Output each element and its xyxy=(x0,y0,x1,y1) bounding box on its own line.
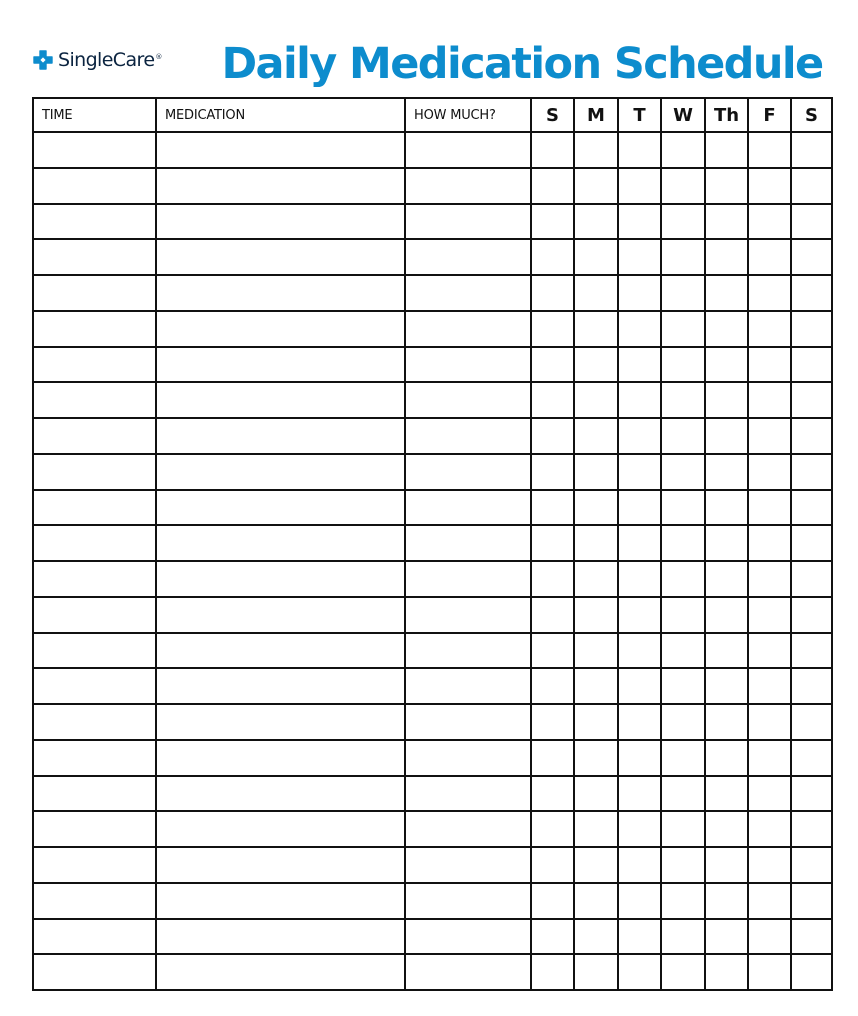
friday-cell[interactable] xyxy=(748,454,791,490)
wednesday-cell[interactable] xyxy=(661,740,705,776)
friday-cell[interactable] xyxy=(748,132,791,168)
how-much-cell[interactable] xyxy=(405,847,531,883)
medication-cell[interactable] xyxy=(156,347,405,383)
column-header-time: TIME xyxy=(33,98,156,132)
wednesday-cell[interactable] xyxy=(661,490,705,526)
saturday-cell[interactable] xyxy=(791,561,832,597)
tuesday-cell[interactable] xyxy=(618,597,661,633)
medication-cell[interactable] xyxy=(156,668,405,704)
table-row xyxy=(33,811,832,847)
wednesday-cell[interactable] xyxy=(661,847,705,883)
tuesday-cell[interactable] xyxy=(618,311,661,347)
wednesday-cell[interactable] xyxy=(661,418,705,454)
how-much-cell[interactable] xyxy=(405,239,531,275)
table-header-row xyxy=(33,98,832,132)
thursday-cell[interactable] xyxy=(705,811,748,847)
monday-cell[interactable] xyxy=(574,811,618,847)
time-cell[interactable] xyxy=(33,382,156,418)
how-much-cell[interactable] xyxy=(405,275,531,311)
thursday-cell[interactable] xyxy=(705,275,748,311)
wednesday-cell[interactable] xyxy=(661,561,705,597)
tuesday-cell[interactable] xyxy=(618,740,661,776)
medication-schedule-table xyxy=(32,97,833,991)
how-much-cell[interactable] xyxy=(405,883,531,919)
thursday-cell[interactable] xyxy=(705,954,748,990)
tuesday-cell[interactable] xyxy=(618,561,661,597)
friday-cell[interactable] xyxy=(748,847,791,883)
medication-cell[interactable] xyxy=(156,597,405,633)
medication-cell[interactable] xyxy=(156,919,405,955)
thursday-cell[interactable] xyxy=(705,668,748,704)
time-cell[interactable] xyxy=(33,633,156,669)
monday-cell[interactable] xyxy=(574,597,618,633)
tuesday-cell[interactable] xyxy=(618,776,661,812)
thursday-cell[interactable] xyxy=(705,847,748,883)
monday-cell[interactable] xyxy=(574,704,618,740)
wednesday-cell[interactable] xyxy=(661,239,705,275)
sunday-cell[interactable] xyxy=(531,275,574,311)
sunday-cell[interactable] xyxy=(531,847,574,883)
time-cell[interactable] xyxy=(33,597,156,633)
time-cell[interactable] xyxy=(33,347,156,383)
table-row xyxy=(33,919,832,955)
monday-cell[interactable] xyxy=(574,954,618,990)
friday-cell[interactable] xyxy=(748,776,791,812)
friday-cell[interactable] xyxy=(748,382,791,418)
thursday-cell[interactable] xyxy=(705,204,748,240)
thursday-cell[interactable] xyxy=(705,454,748,490)
sunday-cell[interactable] xyxy=(531,132,574,168)
table-row xyxy=(33,418,832,454)
sunday-cell[interactable] xyxy=(531,633,574,669)
saturday-cell[interactable] xyxy=(791,454,832,490)
sunday-cell[interactable] xyxy=(531,454,574,490)
medication-cell[interactable] xyxy=(156,704,405,740)
column-header-thursday: Th xyxy=(705,98,748,132)
time-cell[interactable] xyxy=(33,454,156,490)
tuesday-cell[interactable] xyxy=(618,525,661,561)
column-header-friday: F xyxy=(748,98,791,132)
time-cell[interactable] xyxy=(33,740,156,776)
sunday-cell[interactable] xyxy=(531,239,574,275)
tuesday-cell[interactable] xyxy=(618,633,661,669)
how-much-cell[interactable] xyxy=(405,168,531,204)
wednesday-cell[interactable] xyxy=(661,883,705,919)
tuesday-cell[interactable] xyxy=(618,275,661,311)
time-cell[interactable] xyxy=(33,168,156,204)
sunday-cell[interactable] xyxy=(531,382,574,418)
time-cell[interactable] xyxy=(33,919,156,955)
friday-cell[interactable] xyxy=(748,168,791,204)
medication-cell[interactable] xyxy=(156,561,405,597)
wednesday-cell[interactable] xyxy=(661,525,705,561)
monday-cell[interactable] xyxy=(574,382,618,418)
thursday-cell[interactable] xyxy=(705,561,748,597)
time-cell[interactable] xyxy=(33,490,156,526)
time-cell[interactable] xyxy=(33,847,156,883)
monday-cell[interactable] xyxy=(574,418,618,454)
saturday-cell[interactable] xyxy=(791,811,832,847)
sunday-cell[interactable] xyxy=(531,668,574,704)
saturday-cell[interactable] xyxy=(791,633,832,669)
medication-cell[interactable] xyxy=(156,776,405,812)
saturday-cell[interactable] xyxy=(791,168,832,204)
saturday-cell[interactable] xyxy=(791,347,832,383)
thursday-cell[interactable] xyxy=(705,490,748,526)
medication-cell[interactable] xyxy=(156,883,405,919)
saturday-cell[interactable] xyxy=(791,954,832,990)
medication-cell[interactable] xyxy=(156,740,405,776)
time-cell[interactable] xyxy=(33,883,156,919)
tuesday-cell[interactable] xyxy=(618,454,661,490)
saturday-cell[interactable] xyxy=(791,704,832,740)
monday-cell[interactable] xyxy=(574,561,618,597)
how-much-cell[interactable] xyxy=(405,132,531,168)
how-much-cell[interactable] xyxy=(405,776,531,812)
column-header-wednesday: W xyxy=(661,98,705,132)
how-much-cell[interactable] xyxy=(405,418,531,454)
thursday-cell[interactable] xyxy=(705,776,748,812)
monday-cell[interactable] xyxy=(574,275,618,311)
wednesday-cell[interactable] xyxy=(661,954,705,990)
monday-cell[interactable] xyxy=(574,883,618,919)
thursday-cell[interactable] xyxy=(705,597,748,633)
friday-cell[interactable] xyxy=(748,633,791,669)
tuesday-cell[interactable] xyxy=(618,919,661,955)
friday-cell[interactable] xyxy=(748,239,791,275)
monday-cell[interactable] xyxy=(574,347,618,383)
tuesday-cell[interactable] xyxy=(618,239,661,275)
monday-cell[interactable] xyxy=(574,132,618,168)
column-header-how-much: HOW MUCH? xyxy=(405,98,531,132)
how-much-cell[interactable] xyxy=(405,597,531,633)
friday-cell[interactable] xyxy=(748,311,791,347)
table-row xyxy=(33,239,832,275)
how-much-cell[interactable] xyxy=(405,490,531,526)
table-row xyxy=(33,347,832,383)
brand-trademark: ® xyxy=(155,53,163,61)
table-row xyxy=(33,776,832,812)
saturday-cell[interactable] xyxy=(791,204,832,240)
how-much-cell[interactable] xyxy=(405,954,531,990)
saturday-cell[interactable] xyxy=(791,668,832,704)
monday-cell[interactable] xyxy=(574,311,618,347)
table-row xyxy=(33,168,832,204)
monday-cell[interactable] xyxy=(574,633,618,669)
brand-name: SingleCare xyxy=(58,48,155,71)
tuesday-cell[interactable] xyxy=(618,382,661,418)
saturday-cell[interactable] xyxy=(791,525,832,561)
how-much-cell[interactable] xyxy=(405,311,531,347)
saturday-cell[interactable] xyxy=(791,740,832,776)
monday-cell[interactable] xyxy=(574,668,618,704)
sunday-cell[interactable] xyxy=(531,490,574,526)
sunday-cell[interactable] xyxy=(531,883,574,919)
sunday-cell[interactable] xyxy=(531,776,574,812)
saturday-cell[interactable] xyxy=(791,132,832,168)
sunday-cell[interactable] xyxy=(531,347,574,383)
how-much-cell[interactable] xyxy=(405,919,531,955)
thursday-cell[interactable] xyxy=(705,382,748,418)
column-header-monday: M xyxy=(574,98,618,132)
table-row xyxy=(33,275,832,311)
how-much-cell[interactable] xyxy=(405,811,531,847)
saturday-cell[interactable] xyxy=(791,847,832,883)
tuesday-cell[interactable] xyxy=(618,954,661,990)
thursday-cell[interactable] xyxy=(705,919,748,955)
sunday-cell[interactable] xyxy=(531,704,574,740)
thursday-cell[interactable] xyxy=(705,883,748,919)
sunday-cell[interactable] xyxy=(531,525,574,561)
friday-cell[interactable] xyxy=(748,919,791,955)
how-much-cell[interactable] xyxy=(405,204,531,240)
thursday-cell[interactable] xyxy=(705,311,748,347)
thursday-cell[interactable] xyxy=(705,740,748,776)
friday-cell[interactable] xyxy=(748,525,791,561)
monday-cell[interactable] xyxy=(574,847,618,883)
how-much-cell[interactable] xyxy=(405,382,531,418)
table-row xyxy=(33,454,832,490)
how-much-cell[interactable] xyxy=(405,454,531,490)
sunday-cell[interactable] xyxy=(531,740,574,776)
thursday-cell[interactable] xyxy=(705,525,748,561)
how-much-cell[interactable] xyxy=(405,347,531,383)
medication-cell[interactable] xyxy=(156,454,405,490)
wednesday-cell[interactable] xyxy=(661,132,705,168)
wednesday-cell[interactable] xyxy=(661,347,705,383)
friday-cell[interactable] xyxy=(748,954,791,990)
saturday-cell[interactable] xyxy=(791,776,832,812)
saturday-cell[interactable] xyxy=(791,382,832,418)
thursday-cell[interactable] xyxy=(705,168,748,204)
how-much-cell[interactable] xyxy=(405,668,531,704)
thursday-cell[interactable] xyxy=(705,132,748,168)
friday-cell[interactable] xyxy=(748,204,791,240)
table-row xyxy=(33,740,832,776)
medication-cell[interactable] xyxy=(156,168,405,204)
saturday-cell[interactable] xyxy=(791,275,832,311)
time-cell[interactable] xyxy=(33,954,156,990)
monday-cell[interactable] xyxy=(574,525,618,561)
table-row xyxy=(33,847,832,883)
sunday-cell[interactable] xyxy=(531,311,574,347)
monday-cell[interactable] xyxy=(574,490,618,526)
medication-cell[interactable] xyxy=(156,633,405,669)
singlecare-logo xyxy=(33,44,162,76)
sunday-cell[interactable] xyxy=(531,919,574,955)
wednesday-cell[interactable] xyxy=(661,382,705,418)
time-cell[interactable] xyxy=(33,525,156,561)
tuesday-cell[interactable] xyxy=(618,132,661,168)
table-row xyxy=(33,311,832,347)
table-row xyxy=(33,490,832,526)
saturday-cell[interactable] xyxy=(791,883,832,919)
friday-cell[interactable] xyxy=(748,347,791,383)
how-much-cell[interactable] xyxy=(405,525,531,561)
wednesday-cell[interactable] xyxy=(661,919,705,955)
table-row xyxy=(33,204,832,240)
wednesday-cell[interactable] xyxy=(661,311,705,347)
saturday-cell[interactable] xyxy=(791,490,832,526)
thursday-cell[interactable] xyxy=(705,418,748,454)
medication-cell[interactable] xyxy=(156,847,405,883)
table-row xyxy=(33,883,832,919)
time-cell[interactable] xyxy=(33,668,156,704)
how-much-cell[interactable] xyxy=(405,740,531,776)
table-row xyxy=(33,597,832,633)
friday-cell[interactable] xyxy=(748,275,791,311)
sunday-cell[interactable] xyxy=(531,597,574,633)
time-cell[interactable] xyxy=(33,561,156,597)
sunday-cell[interactable] xyxy=(531,954,574,990)
wednesday-cell[interactable] xyxy=(661,776,705,812)
medication-cell[interactable] xyxy=(156,204,405,240)
wednesday-cell[interactable] xyxy=(661,668,705,704)
medication-cell[interactable] xyxy=(156,811,405,847)
wednesday-cell[interactable] xyxy=(661,704,705,740)
schedule-body xyxy=(33,132,832,990)
thursday-cell[interactable] xyxy=(705,347,748,383)
table-row xyxy=(33,132,832,168)
column-header-saturday: S xyxy=(791,98,832,132)
tuesday-cell[interactable] xyxy=(618,704,661,740)
medication-cell[interactable] xyxy=(156,275,405,311)
friday-cell[interactable] xyxy=(748,883,791,919)
tuesday-cell[interactable] xyxy=(618,418,661,454)
saturday-cell[interactable] xyxy=(791,597,832,633)
thursday-cell[interactable] xyxy=(705,239,748,275)
saturday-cell[interactable] xyxy=(791,239,832,275)
medication-cell[interactable] xyxy=(156,490,405,526)
sunday-cell[interactable] xyxy=(531,204,574,240)
wednesday-cell[interactable] xyxy=(661,168,705,204)
saturday-cell[interactable] xyxy=(791,311,832,347)
friday-cell[interactable] xyxy=(748,668,791,704)
how-much-cell[interactable] xyxy=(405,561,531,597)
friday-cell[interactable] xyxy=(748,704,791,740)
table-row xyxy=(33,704,832,740)
tuesday-cell[interactable] xyxy=(618,811,661,847)
sunday-cell[interactable] xyxy=(531,561,574,597)
tuesday-cell[interactable] xyxy=(618,204,661,240)
monday-cell[interactable] xyxy=(574,740,618,776)
time-cell[interactable] xyxy=(33,132,156,168)
saturday-cell[interactable] xyxy=(791,418,832,454)
monday-cell[interactable] xyxy=(574,168,618,204)
wednesday-cell[interactable] xyxy=(661,811,705,847)
medication-cell[interactable] xyxy=(156,311,405,347)
table-row xyxy=(33,668,832,704)
cross-plus-icon xyxy=(33,50,53,70)
time-cell[interactable] xyxy=(33,275,156,311)
tuesday-cell[interactable] xyxy=(618,490,661,526)
friday-cell[interactable] xyxy=(748,740,791,776)
time-cell[interactable] xyxy=(33,811,156,847)
time-cell[interactable] xyxy=(33,311,156,347)
table-row xyxy=(33,633,832,669)
table-row xyxy=(33,561,832,597)
monday-cell[interactable] xyxy=(574,919,618,955)
friday-cell[interactable] xyxy=(748,811,791,847)
time-cell[interactable] xyxy=(33,776,156,812)
sunday-cell[interactable] xyxy=(531,811,574,847)
how-much-cell[interactable] xyxy=(405,633,531,669)
wednesday-cell[interactable] xyxy=(661,275,705,311)
friday-cell[interactable] xyxy=(748,418,791,454)
table-row xyxy=(33,954,832,990)
table-row xyxy=(33,525,832,561)
column-header-medication: MEDICATION xyxy=(156,98,405,132)
medication-cell[interactable] xyxy=(156,132,405,168)
how-much-cell[interactable] xyxy=(405,704,531,740)
tuesday-cell[interactable] xyxy=(618,168,661,204)
medication-cell[interactable] xyxy=(156,382,405,418)
sunday-cell[interactable] xyxy=(531,418,574,454)
friday-cell[interactable] xyxy=(748,561,791,597)
monday-cell[interactable] xyxy=(574,776,618,812)
wednesday-cell[interactable] xyxy=(661,204,705,240)
wednesday-cell[interactable] xyxy=(661,454,705,490)
table-row xyxy=(33,382,832,418)
medication-cell[interactable] xyxy=(156,525,405,561)
tuesday-cell[interactable] xyxy=(618,883,661,919)
column-header-sunday: S xyxy=(531,98,574,132)
saturday-cell[interactable] xyxy=(791,919,832,955)
column-header-tuesday: T xyxy=(618,98,661,132)
friday-cell[interactable] xyxy=(748,490,791,526)
tuesday-cell[interactable] xyxy=(618,668,661,704)
wednesday-cell[interactable] xyxy=(661,633,705,669)
friday-cell[interactable] xyxy=(748,597,791,633)
time-cell[interactable] xyxy=(33,204,156,240)
monday-cell[interactable] xyxy=(574,204,618,240)
tuesday-cell[interactable] xyxy=(618,847,661,883)
medication-cell[interactable] xyxy=(156,239,405,275)
thursday-cell[interactable] xyxy=(705,704,748,740)
medication-cell[interactable] xyxy=(156,954,405,990)
sunday-cell[interactable] xyxy=(531,168,574,204)
tuesday-cell[interactable] xyxy=(618,347,661,383)
monday-cell[interactable] xyxy=(574,454,618,490)
wednesday-cell[interactable] xyxy=(661,597,705,633)
monday-cell[interactable] xyxy=(574,239,618,275)
time-cell[interactable] xyxy=(33,239,156,275)
medication-cell[interactable] xyxy=(156,418,405,454)
page-title: Daily Medication Schedule xyxy=(221,39,823,89)
thursday-cell[interactable] xyxy=(705,633,748,669)
time-cell[interactable] xyxy=(33,418,156,454)
time-cell[interactable] xyxy=(33,704,156,740)
